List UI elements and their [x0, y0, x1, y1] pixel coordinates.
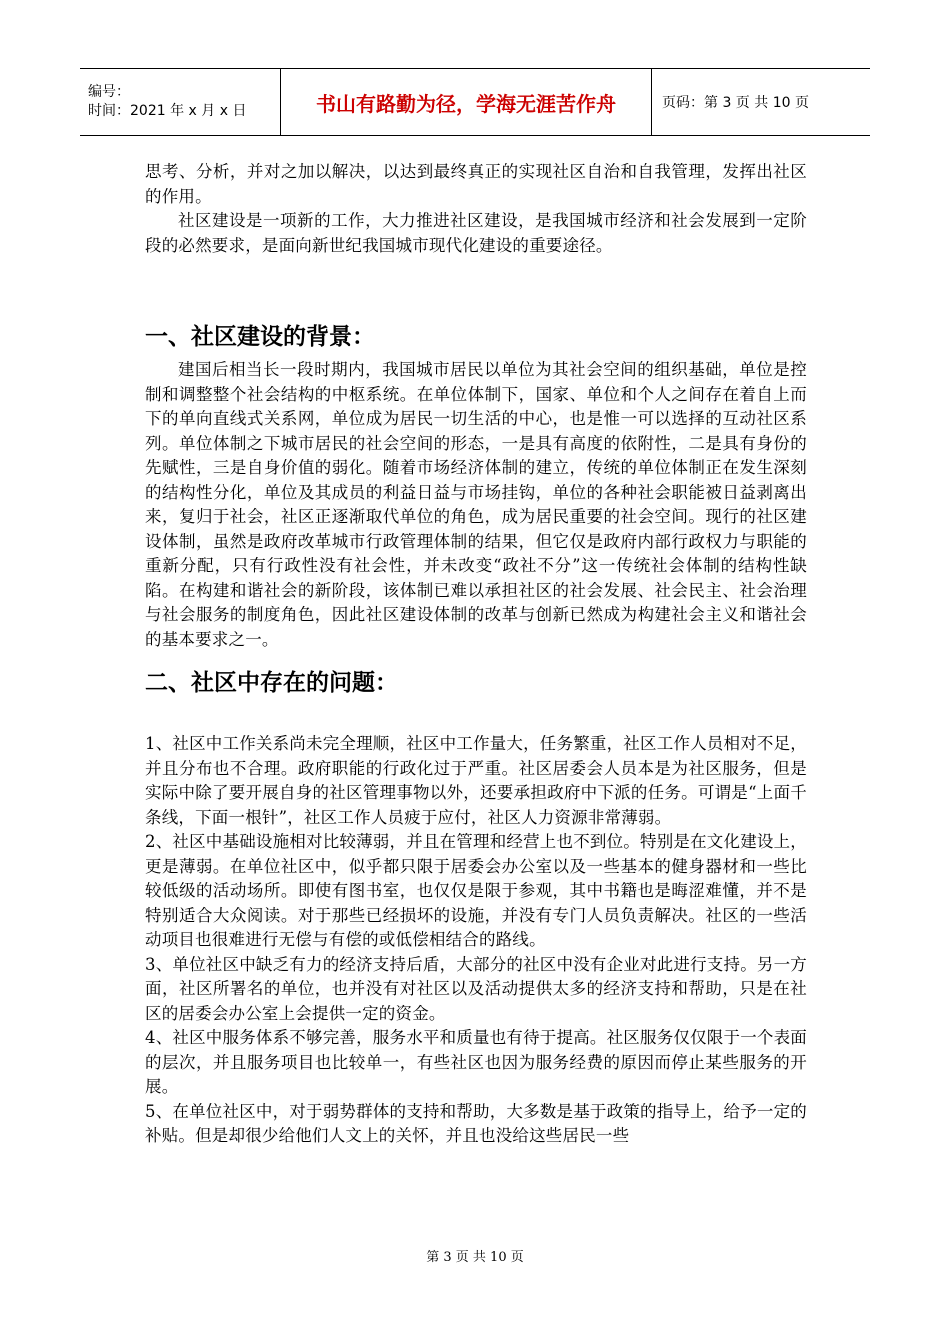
list-item: 2、社区中基础设施相对比较薄弱，并且在管理和经营上也不到位。特别是在文化建设上，更是薄弱。在单位社区中，似乎都只限于居委会办公室以及一些基本的健身器材和一些比较低级的活动场所。即使有图书室，也仅仅是限于参观，其中书籍也是晦涩难懂，并不是特别适合大众阅读。对于那些已经损坏的设施，并没有专门人员负责解决。社区的一些活动项目也很难进行无偿与有偿的或低偿相结合的路线。 [145, 832, 807, 949]
section-heading: 二、社区中存在的问题： [145, 670, 398, 696]
list-item: 4、社区中服务体系不够完善，服务水平和质量也有待于提高。社区服务仅仅限于一个表面的层次，并且服务项目也比较单一，有些社区也因为服务经费的原因而停止某些服务的开展。 [145, 1028, 807, 1096]
page-header [80, 68, 870, 136]
header-meta [80, 69, 281, 136]
paragraph: 思考、分析，并对之加以解决，以达到最终真正的实现社区自治和自我管理，发挥出社区的作用。 [145, 162, 807, 206]
list-item: 1、社区中工作关系尚未完全理顺，社区中工作量大，任务繁重，社区工作人员相对不足，并且分布也不合理。政府职能的行政化过于严重。社区居委会人员本是为社区服务，但是实际中除了要开展自身的社区管理事物以外，还要承担政府中下派的任务。可谓是“上面千条线，下面一根针”，社区工作人员疲于应付，社区人力资源非常薄弱。 [145, 734, 807, 827]
paragraph: 建国后相当长一段时期内，我国城市居民以单位为其社会空间的组织基础，单位是控制和调整整个社会结构的中枢系统。在单位体制下，国家、单位和个人之间存在着自上而下的单向直线式关系网，单位成为居民一切生活的中心，也是惟一可以选择的互动社区系列。单位体制之下城市居民的社会空间的形态，一是具有高度的依附性，二是具有身份的先赋性，三是自身价值的弱化。随着市场经济体制的建立，传统的单位体制正在发生深刻的结构性分化，单位及其成员的利益日益与市场挂钩，单位的各种社会职能被日益剥离出来，复归于社会，社区正逐渐取代单位的角色，成为居民重要的社会空间。现行的社区建设体制，虽然是政府改革城市行政管理体制的结果，但它仅是政府内部行政权力与职能的重新分配，只有行政性没有社会性，并未改变“政社不分”这一传统社会体制的结构性缺陷。在构建和谐社会的新阶段，该体制已难以承担社区的社会发展、社会民主、社会治理与社会服务的制度角色，因此社区建设体制的改革与创新已然成为构建社会主义和谐社会的基本要求之一。 [145, 360, 807, 649]
document-time-label: 时间：2021 年 x 月 x 日 [88, 103, 247, 119]
list-item: 3、单位社区中缺乏有力的经济支持后盾，大部分的社区中没有企业对此进行支持。另一方面，社区所署名的单位，也并没有对社区以及活动提供太多的经济支持和帮助，只是在社区的居委会办公室上会提供一定的资金。 [145, 954, 807, 1023]
section-heading: 一、社区建设的背景： [145, 324, 375, 350]
document-number-label: 编号： [88, 84, 130, 100]
page-footer: 第 3 页 共 10 页 [426, 1250, 524, 1265]
document-body [145, 160, 807, 1149]
header-page-info: 页码：第 3 页 共 10 页 [652, 69, 871, 136]
list-item: 5、在单位社区中，对于弱势群体的支持和帮助，大多数是基于政策的指导上，给予一定的补贴。但是却很少给他们人文上的关怀，并且也没给这些居民一些 [145, 1101, 807, 1145]
paragraph: 社区建设是一项新的工作，大力推进社区建设，是我国城市经济和社会发展到一定阶段的必然要求，是面向新世纪我国城市现代化建设的重要途径。 [145, 211, 807, 255]
header-motto: 书山有路勤为径，学海无涯苦作舟 [281, 69, 652, 136]
